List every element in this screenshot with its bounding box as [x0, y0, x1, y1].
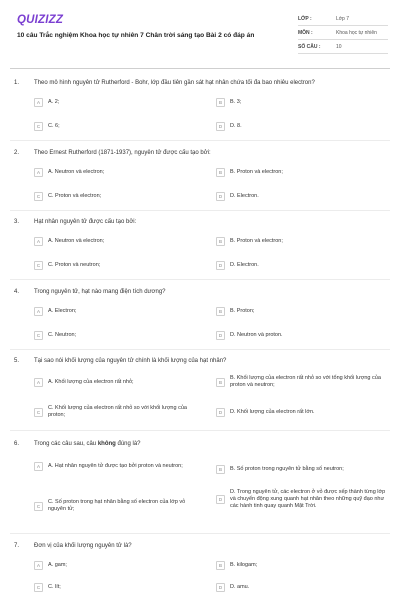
worksheet-header [0, 0, 400, 70]
worksheet-title: 10 câu Trắc nghiệm Khoa học tự nhiên 7 Chân trời sáng tạo Bài 2 có đáp án [17, 32, 255, 39]
option-a[interactable] [34, 561, 204, 570]
option-letter-box: A [34, 462, 43, 471]
option-text: A. Hạt nhân nguyên tử được tạo bởi proton và neutron; [48, 463, 183, 469]
option-c[interactable] [34, 405, 204, 419]
option-text: C. Khối lượng của electron rất nhỏ so với khối lượng của proton; [48, 405, 187, 418]
header-divider [10, 68, 390, 69]
option-letter-box: C [34, 122, 43, 131]
option-d[interactable] [216, 408, 388, 417]
option-c[interactable] [34, 122, 204, 131]
option-d[interactable] [216, 261, 388, 270]
meta-label: SỐ CÂU : [298, 43, 321, 50]
option-b[interactable] [216, 237, 388, 246]
option-text: C. Neutron; [48, 332, 77, 338]
option-letter-box: C [34, 331, 43, 340]
option-a[interactable] [34, 378, 204, 387]
option-text: C. Proton và electron; [48, 193, 102, 199]
option-text: D. Electron. [230, 262, 259, 268]
option-letter-box: B [216, 168, 225, 177]
option-c[interactable] [34, 261, 204, 270]
option-a[interactable] [34, 307, 204, 316]
option-letter-box: D [216, 495, 225, 504]
option-letter-box: D [216, 192, 225, 201]
question-number: 7. [14, 543, 20, 549]
option-c[interactable] [34, 583, 204, 592]
option-text: C. Proton và neutron; [48, 262, 101, 268]
question-text: Theo mô hình nguyên tử Rutherford - Bohr, lớp đầu tiên gần sát hạt nhân chứa tối đa bao nhiêu electron? [34, 80, 315, 86]
option-letter-box: D [216, 122, 225, 131]
question-text: Tại sao nói khối lượng của nguyên tử chính là khối lượng của hạt nhân? [34, 358, 227, 364]
question-divider [10, 140, 390, 141]
option-d[interactable] [216, 192, 388, 201]
question-text-emphasis: không [97, 441, 116, 447]
option-a[interactable] [34, 237, 204, 246]
option-letter-box: D [216, 261, 225, 270]
quizizz-logo: QUIZIZZ [17, 14, 64, 26]
option-letter-box: B [216, 237, 225, 246]
option-letter-box: A [34, 237, 43, 246]
question-divider [10, 210, 390, 211]
option-text: D. Trong nguyên tử, các electron ở vỏ được xếp thành từng lớp và chuyển động xung quanh hạt nhân theo những quỹ đạo như các hành tinh quay quanh Mặt Trời. [230, 489, 386, 509]
option-text: C. lít; [48, 584, 61, 590]
option-c[interactable] [34, 331, 204, 340]
option-text: C. 6; [48, 123, 60, 129]
option-text: C. Số proton trong hạt nhân bằng số electron của lớp vỏ nguyên tử; [48, 499, 186, 512]
option-text: B. Proton và electron; [230, 238, 283, 244]
question-text-start: Trong các câu sau, câu [34, 441, 98, 447]
option-b[interactable] [216, 168, 388, 177]
meta-table [298, 12, 388, 54]
option-text: A. Neutron và electron; [48, 169, 105, 175]
meta-label: LỚP : [298, 15, 312, 22]
meta-value: 10 [336, 43, 342, 50]
meta-row-count [298, 40, 388, 54]
option-text: B. kilogam; [230, 562, 258, 568]
question-divider [10, 279, 390, 280]
option-a[interactable] [34, 462, 204, 471]
option-text: D. amu. [230, 584, 250, 590]
option-text: D. Electron. [230, 193, 259, 199]
option-text: D. 8. [230, 123, 242, 129]
option-text: A. gam; [48, 562, 67, 568]
question-text: Trong nguyên tử, hạt nào mang điện tích dương? [34, 289, 166, 295]
option-letter-box: B [216, 561, 225, 570]
option-text: B. Proton và electron; [230, 169, 283, 175]
option-text: A. Khối lượng của electron rất nhỏ; [48, 379, 134, 385]
meta-row-subject [298, 26, 388, 40]
option-text: A. Neutron và electron; [48, 238, 105, 244]
option-d[interactable] [216, 583, 388, 592]
option-letter-box: B [216, 98, 225, 107]
question-divider [10, 533, 390, 534]
option-b[interactable] [216, 98, 388, 107]
question-text: Hạt nhân nguyên tử được cấu tạo bởi: [34, 219, 137, 225]
question-number: 4. [14, 289, 20, 295]
question-number: 5. [14, 358, 20, 364]
option-letter-box: A [34, 168, 43, 177]
option-letter-box: B [216, 378, 225, 387]
option-letter-box: C [34, 261, 43, 270]
option-text: A. 2; [48, 99, 60, 105]
option-b[interactable] [216, 307, 388, 316]
question-divider [10, 430, 390, 431]
option-letter-box: C [34, 583, 43, 592]
question-divider [10, 349, 390, 350]
option-a[interactable] [34, 98, 204, 107]
question-number: 3. [14, 219, 20, 225]
option-letter-box: D [216, 408, 225, 417]
option-a[interactable] [34, 168, 204, 177]
option-c[interactable] [34, 192, 204, 201]
option-text: D. Neutron và proton. [230, 332, 283, 338]
option-d[interactable] [216, 122, 388, 131]
meta-value: Khoa học tự nhiên [336, 29, 377, 36]
option-text: D. Khối lượng của electron rất lớn. [230, 409, 315, 415]
option-letter-box: B [216, 307, 225, 316]
option-b[interactable] [216, 465, 388, 474]
option-letter-box: C [34, 408, 43, 417]
question-number: 1. [14, 80, 20, 86]
option-text: B. Khối lượng của electron rất nhỏ so với tổng khối lượng của proton và neutron; [230, 375, 381, 388]
option-letter-box: C [34, 192, 43, 201]
option-letter-box: B [216, 465, 225, 474]
option-letter-box: A [34, 561, 43, 570]
question-text: Theo Ernest Rutherford (1871-1937), nguyên tử được cấu tạo bởi: [34, 150, 211, 156]
meta-label: MÔN : [298, 29, 313, 36]
option-letter-box: D [216, 331, 225, 340]
option-b[interactable] [216, 561, 388, 570]
option-letter-box: D [216, 583, 225, 592]
option-text: A. Electron; [48, 308, 77, 314]
question-number: 2. [14, 150, 20, 156]
question-text [34, 441, 384, 447]
option-text: B. 3; [230, 99, 242, 105]
question-text: Đơn vị của khối lượng nguyên tử là? [34, 543, 132, 549]
option-text: B. Số proton trong nguyên tử bằng số neutron; [230, 466, 344, 472]
meta-row-class [298, 12, 388, 26]
question-text-end: đúng là? [115, 441, 141, 447]
option-letter-box: C [34, 502, 43, 511]
option-d[interactable] [216, 489, 388, 510]
option-c[interactable] [34, 499, 204, 513]
option-text: B. Proton; [230, 308, 255, 314]
question-number: 6. [14, 441, 20, 447]
option-letter-box: A [34, 378, 43, 387]
option-b[interactable] [216, 375, 388, 389]
option-letter-box: A [34, 307, 43, 316]
meta-value: Lớp 7 [336, 15, 350, 22]
option-letter-box: A [34, 98, 43, 107]
option-d[interactable] [216, 331, 388, 340]
